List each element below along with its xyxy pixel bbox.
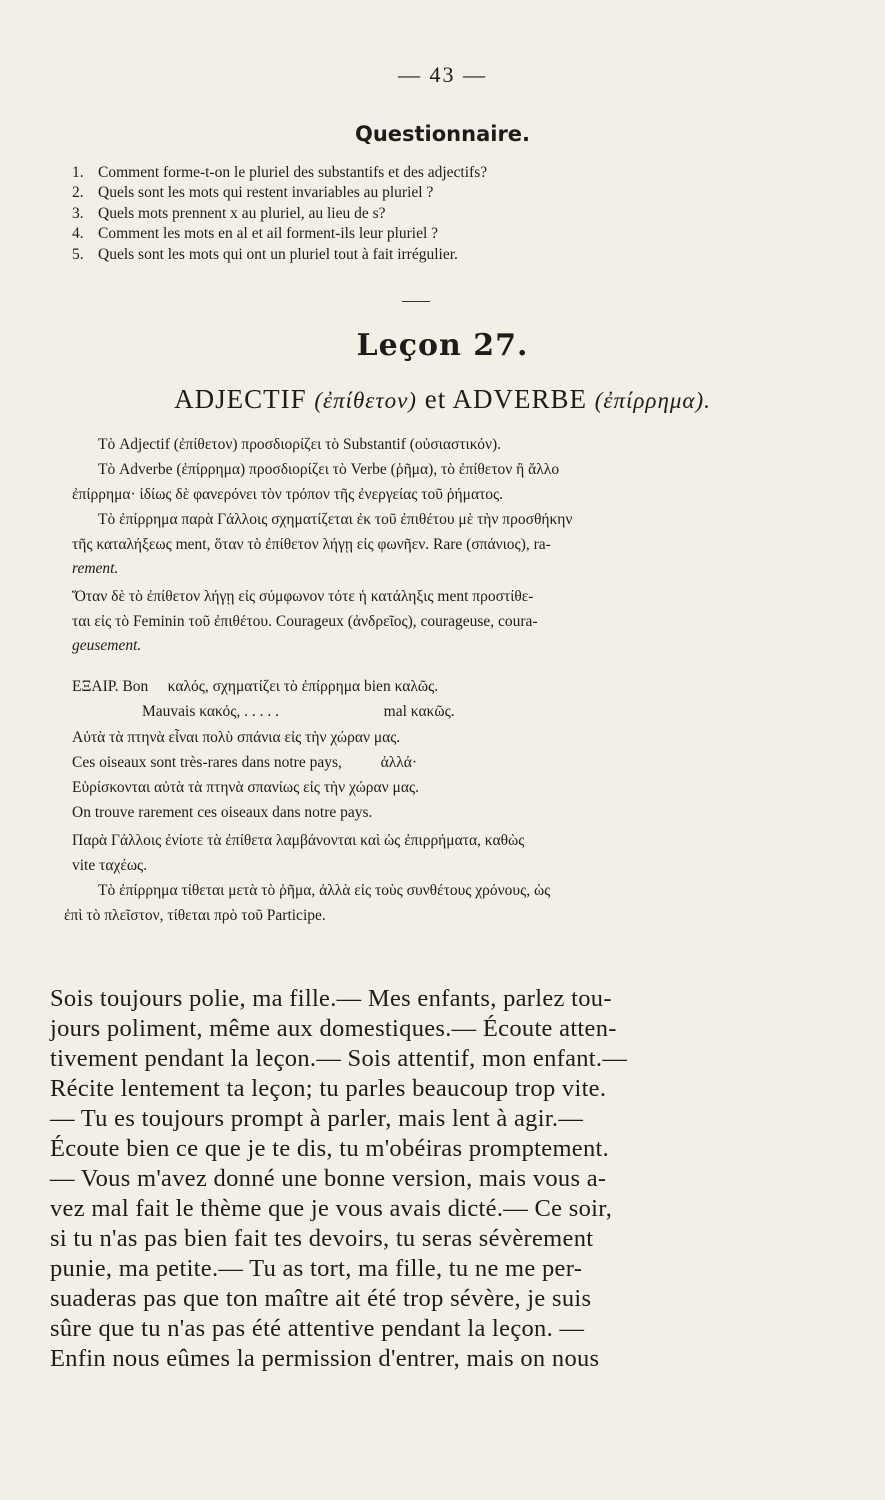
question-number: 1. bbox=[72, 164, 84, 181]
subtitle-adjectif-greek: (ἐπίθετον) bbox=[314, 388, 417, 413]
exercise-line: vez mal fait le thème que je vous avais dicté.— Ce soir, bbox=[50, 1195, 613, 1222]
questionnaire-title: Questionnaire. bbox=[354, 122, 531, 146]
question-number: 3. bbox=[72, 204, 84, 222]
question-text: Comment les mots en al et ail forment-ils leur pluriel ? bbox=[98, 225, 439, 243]
question-text: Comment forme-t-on le pluriel des substantifs et des adjectifs? bbox=[98, 164, 488, 181]
text-line: τῆς καταλήξεως ment, ὅταν τὸ ἐπίθετον λήγῃ εἰς φωνῆεν. Rare (σπάνιος), ra- bbox=[72, 536, 551, 553]
subtitle-adverbe-greek: (ἐπίρρημα). bbox=[594, 388, 711, 413]
subtitle-et: et bbox=[424, 384, 447, 414]
question-number: 2. bbox=[72, 184, 84, 202]
question-number: 5. bbox=[72, 245, 84, 263]
exercise-line: suaderas pas que ton maître ait été trop sévère, je suis bbox=[50, 1285, 592, 1312]
exercise-line: Sois toujours polie, ma fille.— Mes enfants, parlez tou- bbox=[50, 985, 612, 1012]
text-line: Τὸ Adverbe (ἐπίρρημα) προσδιορίζει τὸ Verbe (ῥῆμα), τὸ ἐπίθετον ἢ ἄλλο bbox=[98, 461, 560, 478]
text-line: vite ταχέως. bbox=[72, 857, 148, 874]
exercise-line: punie, ma petite.— Tu as tort, ma fille, tu ne me per- bbox=[50, 1255, 583, 1282]
exercise-line: jours poliment, même aux domestiques.— Écoute atten- bbox=[50, 1015, 617, 1042]
question-number: 4. bbox=[72, 225, 84, 243]
questionnaire-list bbox=[72, 163, 832, 265]
lesson-title: Leçon 27. bbox=[356, 328, 529, 363]
question-item bbox=[72, 163, 832, 183]
exercise-line: Écoute bien ce que je te dis, tu m'obéiras promptement. bbox=[50, 1135, 610, 1162]
question-text: Quels mots prennent x au pluriel, au lieu de s? bbox=[98, 204, 386, 222]
text-line: On trouve rarement ces oiseaux dans notre pays. bbox=[72, 804, 373, 821]
text-line: ται εἰς τὸ Feminin τοῦ ἐπιθέτου. Courageux (ἀνδρεῖος), courageuse, coura- bbox=[72, 613, 538, 630]
question-item bbox=[72, 204, 832, 224]
exercise-line: Récite lentement ta leçon; tu parles beaucoup trop vite. bbox=[50, 1075, 607, 1102]
exercise-line: Enfin nous eûmes la permission d'entrer, mais on nous bbox=[50, 1345, 600, 1372]
text-line: ἐπίρρημα· ἰδίως δὲ φανερόνει τὸν τρόπον τῆς ἐνεργείας τοῦ ῥήματος. bbox=[72, 486, 504, 503]
text-line: Ces oiseaux sont très-rares dans notre pays, ἀλλά· bbox=[72, 754, 418, 771]
text-line: Mauvais κακός, . . . . . mal κακῶς. bbox=[142, 703, 455, 720]
section-divider bbox=[402, 301, 430, 302]
text-line: ἐπὶ τὸ πλεῖστον, τίθεται πρὸ τοῦ Participe. bbox=[64, 907, 326, 924]
question-text: Quels sont les mots qui restent invariables au pluriel ? bbox=[98, 184, 434, 202]
subtitle-adverbe: ADVERBE bbox=[452, 384, 587, 414]
exercise-line: si tu n'as pas bien fait tes devoirs, tu seras sévèrement bbox=[50, 1225, 594, 1252]
text-line: Τὸ ἐπίρρημα παρὰ Γάλλοις σχηματίζεται ἐκ τοῦ ἐπιθέτου μὲ τὴν προσθήκην bbox=[98, 511, 573, 528]
question-text: Quels sont les mots qui ont un pluriel tout à fait irrégulier. bbox=[98, 245, 458, 263]
text-line: ΕΞΑΙΡ. Bon καλός, σχηματίζει τὸ ἐπίρρημα bien καλῶς. bbox=[72, 678, 439, 695]
exercise-line: — Vous m'avez donné une bonne version, mais vous a- bbox=[50, 1165, 607, 1192]
page-number: — 43 — bbox=[398, 62, 487, 87]
question-item bbox=[72, 245, 832, 265]
text-line: Τὸ ἐπίρρημα τίθεται μετὰ τὸ ῥῆμα, ἀλλὰ εἰς τοὺς συνθέτους χρόνους, ὡς bbox=[98, 882, 551, 899]
text-line: Τὸ Adjectif (ἐπίθετον) προσδιορίζει τὸ Substantif (οὐσιαστικόν). bbox=[98, 436, 501, 453]
subtitle-adjectif: ADJECTIF bbox=[174, 384, 307, 414]
exercise-line: sûre que tu n'as pas été attentive pendant la leçon. — bbox=[50, 1315, 585, 1342]
lesson-subtitle bbox=[0, 384, 885, 415]
question-item bbox=[72, 183, 832, 203]
exercise-line: tivement pendant la leçon.— Sois attentif, mon enfant.— bbox=[50, 1045, 628, 1072]
text-line: Ὅταν δὲ τὸ ἐπίθετον λήγῃ εἰς σύμφωνον τότε ἡ κατάληξις ment προστίθε- bbox=[72, 588, 534, 605]
text-line: geusement. bbox=[72, 637, 142, 654]
exercise-line: — Tu es toujours prompt à parler, mais lent à agir.— bbox=[50, 1105, 584, 1132]
text-line: Παρὰ Γάλλοις ἐνίοτε τὰ ἐπίθετα λαμβάνονται καὶ ὡς ἐπιρρήματα, καθὼς bbox=[72, 832, 525, 849]
text-line: Αὐτὰ τὰ πτηνὰ εἶναι πολὺ σπάνια εἰς τὴν χώραν μας. bbox=[72, 729, 401, 746]
question-item bbox=[72, 224, 832, 244]
text-line: rement. bbox=[72, 560, 119, 577]
text-line: Εὑρίσκονται αὐτὰ τὰ πτηνὰ σπανίως εἰς τὴν χώραν μας. bbox=[72, 779, 419, 796]
